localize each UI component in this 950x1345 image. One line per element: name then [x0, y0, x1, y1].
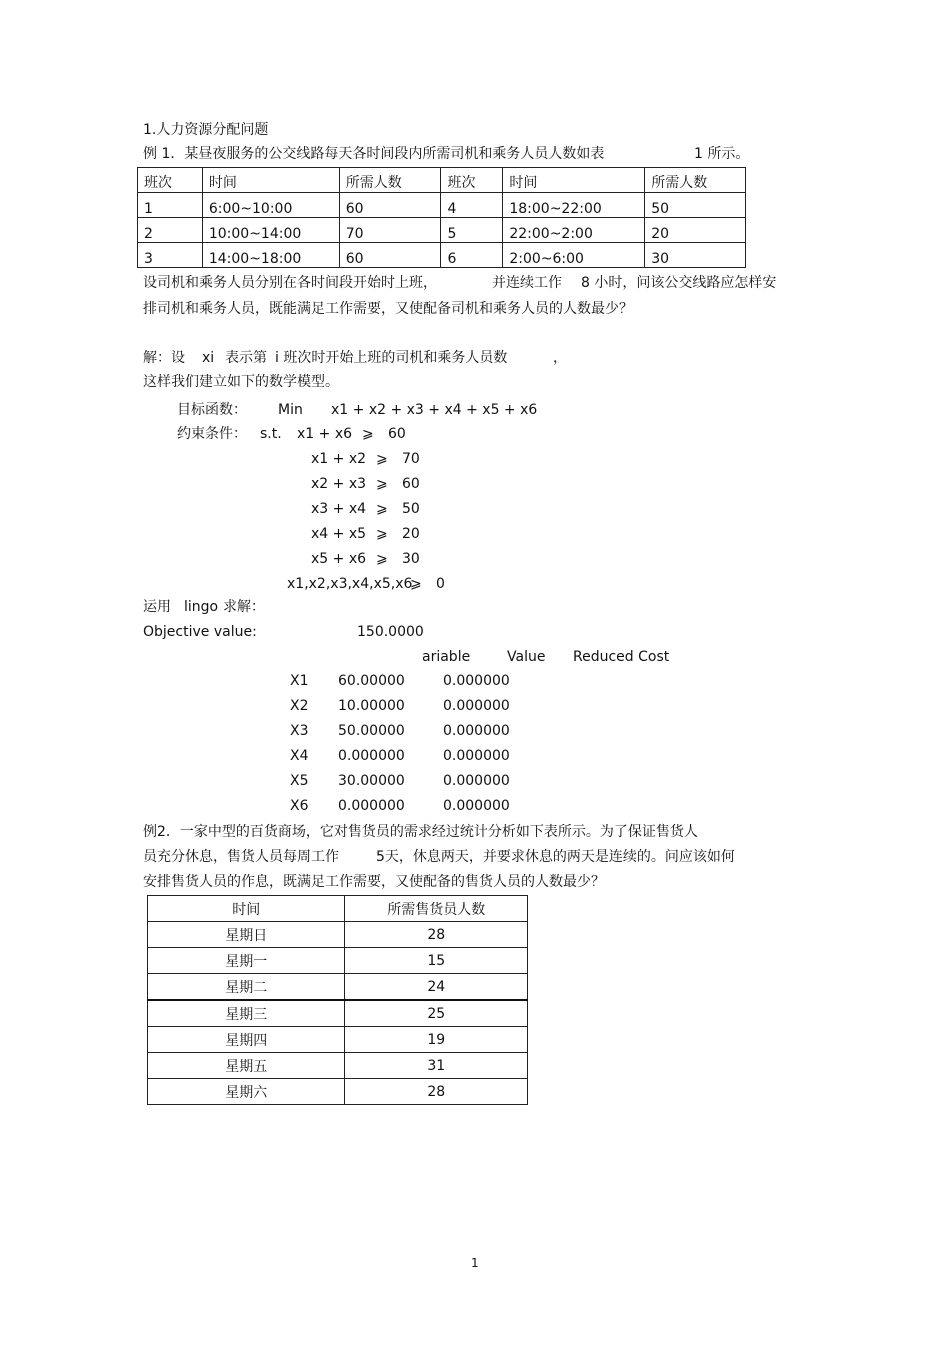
result-value: 0.000000: [338, 748, 405, 764]
table-row: [148, 948, 528, 974]
objective-label: 目标函数：: [177, 402, 247, 418]
header-cell: 所需人数: [339, 168, 441, 193]
constraint-2-lhs: x1 + x2: [311, 451, 367, 467]
result-header-reduced-cost: Reduced Cost: [573, 649, 670, 665]
constraint-5-lhs: x4 + x5: [311, 526, 367, 542]
header-cell: 时间: [148, 896, 345, 922]
table-cell: 50: [645, 193, 746, 218]
nonneg-lhs: x1,x2,x3,x4,x5,x6: [287, 576, 413, 592]
table-cell: 5: [441, 218, 503, 243]
result-value: 0.000000: [338, 798, 405, 814]
result-header-variable: ariable: [422, 649, 471, 665]
example1-intro: 例 1．某昼夜服务的公交线路每天各时间段内所需司机和乘务人员人数如表: [143, 146, 605, 162]
table-header-row: [138, 168, 746, 193]
table-header-row: [148, 896, 528, 922]
result-reduced-cost: 0.000000: [443, 773, 510, 789]
example1-desc-1c: 8 小时，问该公交线路应怎样安: [581, 275, 777, 291]
table-cell: 15: [345, 948, 528, 974]
table-cell: 6: [441, 243, 503, 268]
example1-desc-1b: 并连续工作: [492, 275, 562, 291]
table-cell: 星期日: [148, 922, 345, 948]
table-cell: 60: [339, 193, 441, 218]
solution-2: 这样我们建立如下的数学模型。: [143, 374, 339, 390]
constraint-6-lhs: x5 + x6: [311, 551, 367, 567]
header-cell: 班次: [138, 168, 203, 193]
result-reduced-cost: 0.000000: [443, 798, 510, 814]
table-cell: 20: [645, 218, 746, 243]
header-cell: 班次: [441, 168, 503, 193]
table-cell: 18:00~22:00: [503, 193, 645, 218]
constraint-2-rhs: 70: [402, 451, 420, 467]
header-cell: 所需售货员人数: [345, 896, 528, 922]
example2-line2a: 员充分休息，售货人员每周工作: [143, 849, 339, 865]
result-var: X5: [290, 773, 309, 789]
table-row: [148, 974, 528, 1001]
constraint-label: 约束条件：: [177, 426, 247, 442]
result-reduced-cost: 0.000000: [443, 748, 510, 764]
example2-line3: 安排售货人员的作息，既满足工作需要，又使配备的售货人员的人数最少？: [143, 874, 605, 890]
nonneg-rhs: 0: [436, 576, 445, 592]
example2-line2b: 5天，休息两天，并要求休息的两天是连续的。问应该如何: [376, 849, 735, 865]
constraint-6-op: ⩾: [376, 551, 388, 567]
section-title: 1.人力资源分配问题: [143, 122, 269, 138]
table-cell: 30: [645, 243, 746, 268]
table-cell: 星期六: [148, 1079, 345, 1105]
result-value: 30.00000: [338, 773, 405, 789]
table-cell: 星期四: [148, 1027, 345, 1053]
objective-value-label: Objective value:: [143, 624, 257, 640]
result-var: X3: [290, 723, 309, 739]
table-cell: 28: [345, 922, 528, 948]
result-var: X6: [290, 798, 309, 814]
table-cell: 星期二: [148, 974, 345, 1001]
table-cell: 31: [345, 1053, 528, 1079]
header-cell: 时间: [202, 168, 339, 193]
shift-requirements-table: [137, 167, 746, 268]
constraint-4-lhs: x3 + x4: [311, 501, 367, 517]
table-cell: 星期五: [148, 1053, 345, 1079]
constraint-5-op: ⩾: [376, 526, 388, 542]
table-cell: 70: [339, 218, 441, 243]
result-reduced-cost: 0.000000: [443, 673, 510, 689]
table-cell: 1: [138, 193, 203, 218]
table-cell: 22:00~2:00: [503, 218, 645, 243]
table-row: [148, 1000, 528, 1027]
table-row: [138, 193, 746, 218]
solution-1d: i 班次时开始上班的司机和乘务人员数: [275, 350, 508, 366]
table-cell: 6:00~10:00: [202, 193, 339, 218]
objective-min: Min: [278, 402, 303, 418]
table-cell: 10:00~14:00: [202, 218, 339, 243]
constraint-3-lhs: x2 + x3: [311, 476, 367, 492]
constraint-3-op: ⩾: [376, 476, 388, 492]
example2-line1: 例2．一家中型的百货商场，它对售货员的需求经过统计分析如下表所示。为了保证售货人: [143, 824, 698, 840]
table-row: [138, 218, 746, 243]
constraint-4-rhs: 50: [402, 501, 420, 517]
table-row: [148, 1027, 528, 1053]
objective-value: 150.0000: [357, 624, 424, 640]
result-value: 60.00000: [338, 673, 405, 689]
table-row: [148, 1079, 528, 1105]
example1-desc-2: 排司机和乘务人员，既能满足工作需要，又使配备司机和乘务人员的人数最少？: [143, 301, 633, 317]
result-value: 50.00000: [338, 723, 405, 739]
table-row: [148, 922, 528, 948]
nonneg-op: ⩾: [410, 576, 422, 592]
example1-intro-ref: 1 所示。: [694, 146, 750, 162]
result-reduced-cost: 0.000000: [443, 723, 510, 739]
constraint-4-op: ⩾: [376, 501, 388, 517]
solution-1e: ，: [553, 350, 567, 366]
table-cell: 星期三: [148, 1000, 345, 1027]
table-cell: 2:00~6:00: [503, 243, 645, 268]
solution-1b: xi: [202, 350, 215, 366]
result-var: X2: [290, 698, 309, 714]
table-cell: 28: [345, 1079, 528, 1105]
solution-1c: 表示第: [225, 350, 267, 366]
table-cell: 4: [441, 193, 503, 218]
table-cell: 24: [345, 974, 528, 1001]
table-cell: 25: [345, 1000, 528, 1027]
st-label: s.t.: [260, 426, 282, 442]
lingo-label-a: 运用: [143, 599, 171, 615]
lingo-label-b: lingo: [184, 599, 219, 615]
header-cell: 所需人数: [645, 168, 746, 193]
table-cell: 14:00~18:00: [202, 243, 339, 268]
constraint-2-op: ⩾: [376, 451, 388, 467]
result-var: X4: [290, 748, 309, 764]
constraint-3-rhs: 60: [402, 476, 420, 492]
objective-expr: x1 + x2 + x3 + x4 + x5 + x6: [331, 402, 538, 418]
solution-1a: 解：设: [143, 350, 185, 366]
header-cell: 时间: [503, 168, 645, 193]
page-number: 1: [471, 1256, 479, 1270]
constraint-1-rhs: 60: [388, 426, 406, 442]
table-cell: 3: [138, 243, 203, 268]
constraint-5-rhs: 20: [402, 526, 420, 542]
result-value: 10.00000: [338, 698, 405, 714]
result-header-value: Value: [507, 649, 546, 665]
table-row: [138, 243, 746, 268]
lingo-label-c: 求解：: [223, 599, 265, 615]
table-cell: 60: [339, 243, 441, 268]
example1-desc-1a: 设司机和乘务人员分别在各时间段开始时上班，: [143, 275, 437, 291]
table-row: [148, 1053, 528, 1079]
constraint-1-lhs: x1 + x6: [297, 426, 353, 442]
result-var: X1: [290, 673, 309, 689]
result-reduced-cost: 0.000000: [443, 698, 510, 714]
constraint-6-rhs: 30: [402, 551, 420, 567]
constraint-1-op: ⩾: [362, 426, 374, 442]
table-cell: 2: [138, 218, 203, 243]
table-cell: 星期一: [148, 948, 345, 974]
sales-staff-table: [147, 895, 528, 1105]
table-cell: 19: [345, 1027, 528, 1053]
